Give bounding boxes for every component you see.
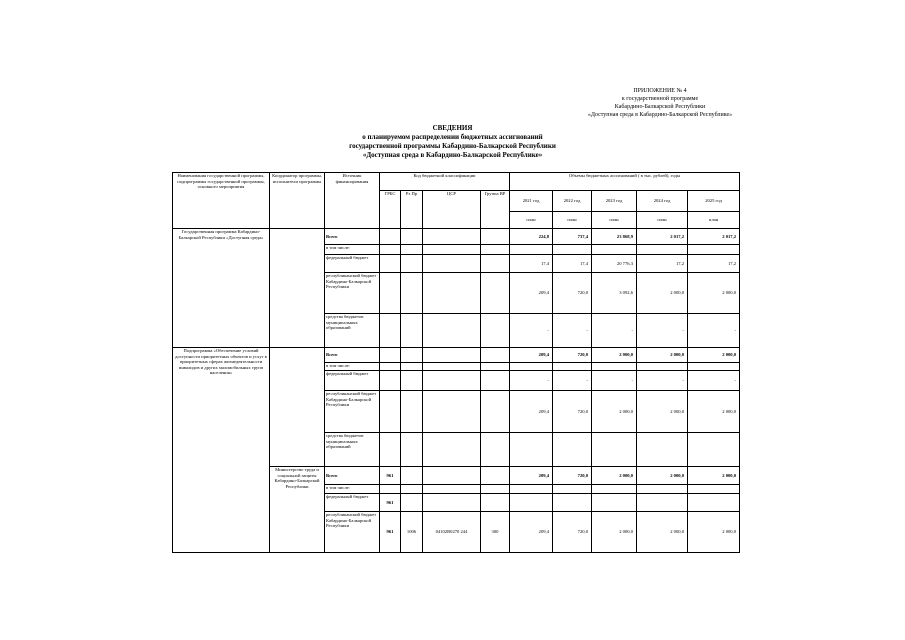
header-grbs: ГРБС (380, 191, 401, 229)
header-row-1 (173, 173, 740, 191)
annex-line-2: к государственной программе (621, 96, 699, 102)
header-coordinator: Координатор программы, исполнители программы (270, 173, 325, 229)
program-name: Государственная программа Кабардино-Балкарской Республики «Доступная среда» (173, 229, 270, 348)
value-cell: 737,4 (553, 229, 592, 245)
value-cell: 720,0 (553, 273, 592, 314)
value-cell: - (592, 314, 637, 348)
source-cell: федеральный бюджет (325, 255, 380, 273)
value-cell: - (637, 314, 688, 348)
value-cell: 2 000,0 (688, 273, 740, 314)
source-cell: средства бюджетов муниципальных образований (325, 314, 380, 348)
title-line-1: СВЕДЕНИЯ (432, 124, 473, 132)
title-line-2: о планируемом распределении бюджетных ассигнований (362, 133, 543, 141)
document-title (250, 124, 655, 160)
title-line-4: «Доступная среда в Кабардино-Балкарской Республике» (362, 151, 543, 159)
value-cell: - (510, 314, 553, 348)
title-line-3: государственной программы Кабардино-Балкарской Республики (349, 142, 556, 150)
header-plan: план (553, 212, 592, 229)
header-2022: 2022 год (553, 191, 592, 212)
source-cell: федеральный бюджет (325, 494, 380, 512)
header-plan: план (592, 212, 637, 229)
value-cell: - (688, 371, 740, 391)
source-cell: республиканский бюджет Кабардино-Балкарской Республики (325, 391, 380, 433)
value-cell: - (553, 371, 592, 391)
annex-line-4: «Доступная среда в Кабардино-Балкарской Республике» (587, 112, 733, 118)
value-cell: 2 000,0 (637, 512, 688, 553)
subprogram-coordinator (270, 348, 325, 467)
header-code: Код бюджетной классификации (380, 173, 510, 191)
value-cell: - (592, 371, 637, 391)
header-csr: ЦСР (423, 191, 481, 229)
value-cell: 2 000,0 (688, 467, 740, 485)
value-cell: 17,4 (510, 255, 553, 273)
header-2021: 2021 год (510, 191, 553, 212)
value-cell: 2 000,0 (688, 512, 740, 553)
grbs-cell: 961 (380, 494, 401, 512)
header-plan: план (510, 212, 553, 229)
source-cell: в том числе: (325, 485, 380, 494)
value-cell: - (510, 371, 553, 391)
value-cell: - (688, 314, 740, 348)
header-rzpr: Рз Пр (401, 191, 423, 229)
value-cell: 2 017,2 (688, 229, 740, 245)
rzpr-cell: 1006 (401, 512, 423, 553)
value-cell: 17,2 (637, 255, 688, 273)
value-cell: 720,0 (553, 348, 592, 363)
value-cell: 224,8 (510, 229, 553, 245)
table-row (173, 348, 740, 363)
header-plan: план (688, 212, 740, 229)
value-cell: 209,4 (510, 273, 553, 314)
value-cell: 2 000,0 (637, 273, 688, 314)
value-cell: 2 000,0 (637, 348, 688, 363)
header-name: Наименования государственной программы, подпрограммы государственной программы, основного мероприятия (173, 173, 270, 229)
subprogram-name: Подпрограмма «Обеспечение условий доступности приоритетных объектов и услуг в приоритетных сферах жизнедеятельности инвалидов и других маломобильных групп населения» (173, 348, 270, 553)
header-vr: Группа ВР (481, 191, 510, 229)
header-2024: 2024 год (637, 191, 688, 212)
source-cell: в том числе: (325, 363, 380, 371)
value-cell: 3 092,6 (592, 273, 637, 314)
value-cell: - (553, 314, 592, 348)
source-cell: средства бюджетов муниципальных образований (325, 433, 380, 467)
value-cell: 2 000,0 (592, 512, 637, 553)
value-cell: 17,4 (553, 255, 592, 273)
source-cell: Всего (325, 229, 380, 245)
csr-cell: 04102R0270 244 (423, 512, 481, 553)
value-cell: 209,4 (510, 512, 553, 553)
value-cell: 2 000,0 (637, 467, 688, 485)
source-cell: федеральный бюджет (325, 371, 380, 391)
header-plan: план (637, 212, 688, 229)
vr-cell: 300 (481, 512, 510, 553)
value-cell: 17,2 (688, 255, 740, 273)
annex-block (560, 87, 760, 119)
header-source: Источник финансирования (325, 173, 380, 229)
source-cell: республиканский бюджет Кабардино-Балкарской Республики (325, 512, 380, 553)
grbs-cell: 961 (380, 512, 401, 553)
table-row (173, 229, 740, 245)
header-2023: 2023 год (592, 191, 637, 212)
value-cell: 209,4 (510, 467, 553, 485)
value-cell: 2 000,0 (592, 467, 637, 485)
value-cell: 23 868,9 (592, 229, 637, 245)
value-cell: 2 017,2 (637, 229, 688, 245)
budget-table (172, 172, 740, 553)
grbs-cell: 961 (380, 467, 401, 485)
value-cell: 209,4 (510, 348, 553, 363)
value-cell: 2 000,0 (688, 348, 740, 363)
program-coordinator (270, 229, 325, 348)
value-cell: 720,0 (553, 391, 592, 433)
header-volumes: Объемы бюджетных ассигнований ( в тыс. рублей), годы (510, 173, 740, 191)
annex-number: ПРИЛОЖЕНИЕ № 4 (633, 88, 687, 94)
value-cell: 2 000,0 (592, 348, 637, 363)
value-cell: 209,4 (510, 391, 553, 433)
value-cell: 2 000,0 (688, 391, 740, 433)
ministry-name: Министерство труда и социальной защиты Кабардино-Балкарской Республики (270, 467, 325, 553)
value-cell: 2 000,0 (637, 391, 688, 433)
header-2025: 2025 год (688, 191, 740, 212)
source-cell: республиканский бюджет Кабардино-Балкарской Республики (325, 273, 380, 314)
source-cell: в том числе: (325, 245, 380, 255)
value-cell: - (637, 371, 688, 391)
value-cell: 2 000,0 (592, 391, 637, 433)
source-cell: Всего (325, 348, 380, 363)
source-cell: Всего (325, 467, 380, 485)
annex-line-3: Кабардино-Балкарской Республики (614, 104, 706, 110)
value-cell: 720,0 (553, 467, 592, 485)
value-cell: 720,0 (553, 512, 592, 553)
value-cell: 20 776,3 (592, 255, 637, 273)
